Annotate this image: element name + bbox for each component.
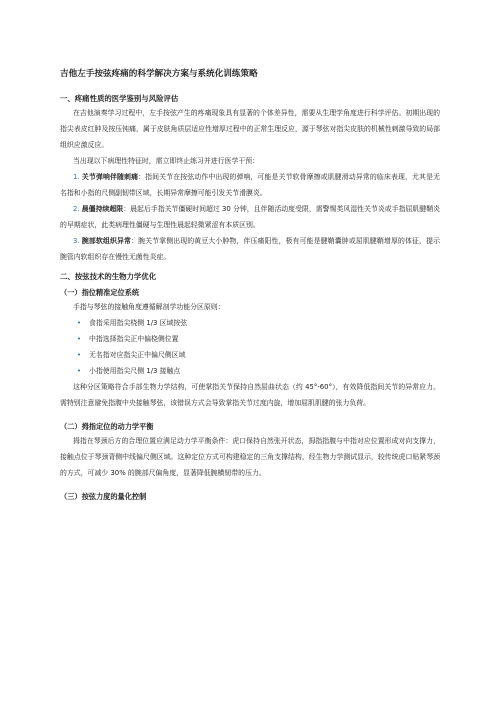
list-item: • 中指选择指尖正中偏桡侧位置 — [60, 331, 440, 347]
section2-heading: 二、按弦技术的生物力学优化 — [60, 272, 157, 281]
document-title: 吉他左手按弦疼痛的科学解决方案与系统化训练策略 — [60, 69, 258, 79]
item-text: ：晨起后手指关节僵硬时间超过 30 分钟，且伴随活动度受限，需警惕类风湿性关节炎或手指屈肌腱鞘炎的早期症状，此类病理性僵硬与生理性晨起轻微紧涩有本质区别。 — [60, 205, 440, 229]
section1-item-3 — [60, 233, 440, 265]
item-label: 腕部软组织异常 — [81, 237, 132, 245]
section1-lead: 当出现以下病理性特征时，需立即终止练习并进行医学干预： — [73, 157, 260, 165]
bullet-icon: • — [77, 319, 82, 327]
list-item: • 小指使用指尖尺侧 1/3 接触点 — [60, 363, 440, 379]
finger-position-list — [60, 315, 440, 379]
subsection1-heading: （一）指位精准定位系统 — [60, 288, 140, 297]
section1-item-1 — [60, 169, 440, 201]
item-label: 关节弹响伴随刺痛 — [81, 173, 139, 181]
item-number: 2. — [73, 205, 80, 213]
bullet-icon: • — [77, 367, 82, 375]
subsection2-text: 拇指在琴颈后方的合理位置应满足动力学平衡条件：虎口保持自然张开状态，拇指指腹与中指对应位置形成对向支撑力，接触点位于琴颈背侧中线偏尺侧区域。这种定位方式可构建稳定的三角支撑结构，经生物力学测试显示，较传统虎口贴紧琴颈的方式，可减少 30% 的腕部尺偏角度，显著降低腕横韧带的压力。 — [60, 437, 440, 477]
subsection2-heading: （二）拇指定位的动力学平衡 — [60, 422, 154, 431]
section1-intro: 在吉他演奏学习过程中，左手按弦产生的疼痛现象具有显著的个体差异性，需要从生理学角度进行科学评估。初期出现的指尖表皮红肿及按压钝痛，属于皮肤角质层适应性增厚过程中的正常生理反应，源于琴弦对指尖皮肤的机械性刺激导致的局部组织应激反应。 — [60, 109, 440, 149]
item-label: 晨僵持续超限 — [81, 205, 124, 213]
subsection3-heading: （三）按弦力度的量化控制 — [60, 492, 147, 501]
bullet-icon: • — [77, 335, 82, 343]
subsection1-lead: 手指与琴弦的接触角度遵循解剖学功能分区原则： — [73, 303, 225, 311]
item-text: ：指间关节在按弦动作中出现的弹响，可能是关节软骨摩擦或肌腱滑动异常的临床表现，尤其是无名指和小指的尺侧副韧带区域，长期异常摩擦可能引发关节滑膜炎。 — [60, 173, 440, 197]
section1-heading: 一、疼痛性质的医学鉴别与风险评估 — [60, 94, 179, 103]
list-item: • 无名指对应指尖正中偏尺侧区域 — [60, 347, 440, 363]
item-number: 3. — [73, 237, 80, 245]
bullet-icon: • — [77, 351, 82, 359]
list-item: • 食指采用指尖桡侧 1/3 区域按弦 — [60, 315, 440, 331]
item-text: ：腕关节掌侧出现的黄豆大小肿物，伴压痛阳性，极有可能是腱鞘囊肿或屈肌腱鞘增厚的体征，提示腕管内软组织存在慢性无菌性炎症。 — [60, 237, 440, 261]
item-number: 1. — [73, 173, 80, 181]
subsection1-text: 这种分区策略符合手部生物力学结构，可使掌指关节保持自然屈曲状态（约 45°-60°），有效降低指间关节的异常应力。需特别注意避免指腹中央接触琴弦，该错误方式会导致掌指关节过度内旋，增加屈肌肌腱的张力负荷。 — [60, 383, 440, 407]
section1-item-2 — [60, 201, 440, 233]
